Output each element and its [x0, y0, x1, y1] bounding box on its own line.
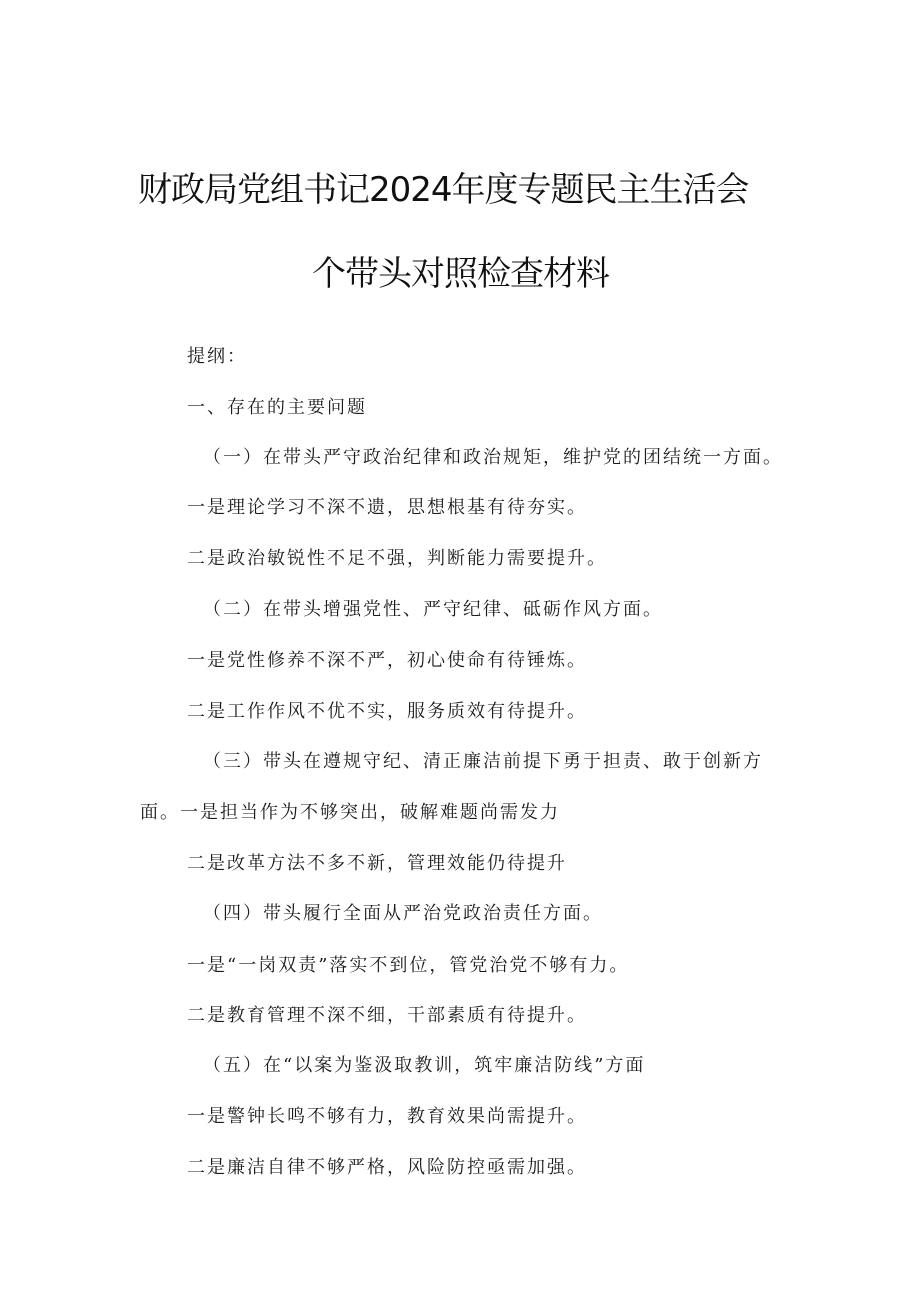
subsection-heading-2: （二）在带头增强党性、严守纪律、砥砺作风方面。 [203, 599, 663, 620]
paragraph-line: 二是廉洁自律不够严格，风险防控亟需加强。 [187, 1157, 587, 1178]
subsection-heading-4: （四）带头履行全面从严治党政治责任方面。 [203, 903, 603, 924]
paragraph-line: 二是政治敏锐性不足不强，判断能力需要提升。 [187, 548, 607, 569]
outline-label: 提纲： [187, 346, 247, 367]
document-title-line-1: 财政局党组书记2024年度专题民主生活会 [138, 170, 749, 210]
paragraph-line: 一是理论学习不深不遗，思想根基有待夯实。 [187, 497, 587, 518]
paragraph-line: 一是“一岗双责”落实不到位，管党治党不够有力。 [187, 955, 630, 976]
subsection-heading-3: （三）带头在遵规守纪、清正廉洁前提下勇于担责、敢于创新方 [203, 751, 763, 772]
paragraph-line: 一是党性修养不深不严，初心使命有待锤炼。 [187, 650, 587, 671]
subsection-heading-5: （五）在“以案为鉴汲取教训，筑牢廉洁防线”方面 [203, 1055, 646, 1076]
paragraph-line: 一是警钟长鸣不够有力，教育效果尚需提升。 [187, 1106, 587, 1127]
subsection-heading-1: （一）在带头严守政治纪律和政治规矩，维护党的团结统一方面。 [203, 447, 783, 468]
paragraph-line: 面。一是担当作为不够突出，破解难题尚需发力 [140, 802, 560, 823]
paragraph-line: 二是教育管理不深不细，干部素质有待提升。 [187, 1005, 587, 1026]
paragraph-line: 二是工作作风不优不实，服务质效有待提升。 [187, 701, 587, 722]
document-title-line-2: 个带头对照检查材料 [312, 254, 609, 294]
section-heading: 一、存在的主要问题 [187, 397, 367, 418]
paragraph-line: 二是改革方法不多不新，管理效能仍待提升 [187, 853, 567, 874]
